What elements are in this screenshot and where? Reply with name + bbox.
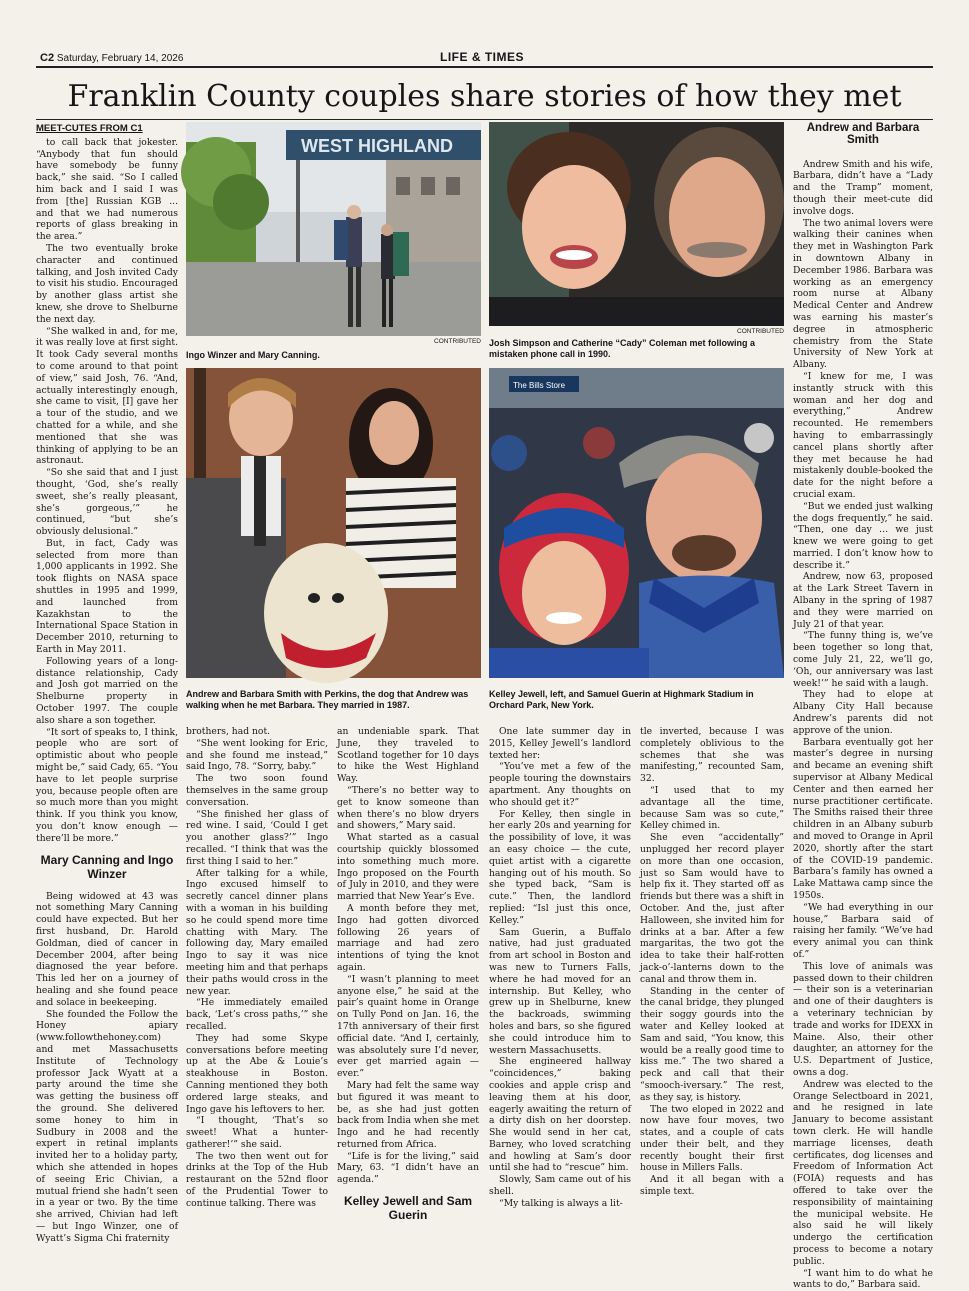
body-paragraph: “There’s no better way to get to know someone than when there’s no blow dryers and showers,” Mary said.: [337, 785, 479, 832]
body-paragraph: “He immediately emailed back, ‘Let’s cross paths,’” she recalled.: [186, 997, 328, 1032]
right-column: [793, 123, 933, 1190]
body-paragraph: Andrew was elected to the Orange Selectboard in 2021, and he resigned in late January to become assistant town clerk. He will handle marriage licenses, death certificates, dog licenses and Freedom of Information Act (FOIA) requests and has offered to take over the responsibility of maintaining the municipal website. He also said he will likely undergo the certification process to become a notary public.: [793, 1079, 933, 1268]
body-paragraph: brothers, had not.: [186, 726, 328, 738]
body-paragraph: to call back that jokester. “Anybody that fun should have somebody be funny back,” she said. “So I called him back and I said I was from [the] Russian KGB ... and that we had numerous reports of glass breaking in the area.”: [36, 137, 178, 243]
photo-smith-perkins: [186, 368, 481, 678]
body-paragraph: “I wasn’t planning to meet anyone else,” he said at the pair’s quaint home in Orange on Tully Pond on Jan. 16, the 17th anniversary of their first official date. “And I, certainly, was absolutely sure I’d never, ever get married again — ever.”: [337, 974, 479, 1080]
page-folio: [40, 52, 183, 64]
body-paragraph: She founded the Follow the Honey apiary (www.followthehoney.com) and met Massachusetts Institute of Technology professor Jack Wyatt at a party around the time she was getting the business off the ground. She delivered some honey to him in Sudbury in 2008 and the expert in retinal implants invited her to a holiday party, which she attended in hopes of seeing Eric Chivian, a mutual friend she hadn’t seen in a year or two. By the time she arrived, Chivian had left — but Ingo Winzer, one of Wyatt’s Sigma Chi fraternity: [36, 1009, 178, 1245]
body-paragraph: What started as a casual courtship quickly blossomed into something much more. Ingo proposed on the Fourth of July in 2010, and they were married that New Year’s Eve.: [337, 832, 479, 903]
headline-rule: [36, 119, 933, 120]
body-paragraph: For Kelley, then single in her early 20s and yearning for the possibility of love, it was an easy choice — the cute, quiet artist with a cigarette hanging out of his mouth. So she typed back, “Sam is cute.” Then, the landlord replied: “Isl just this once, Kelley.”: [489, 809, 631, 927]
body-paragraph: Following years of a long-distance relationship, Cady and Josh got married on the Shelburne property in October 1997. The couple also share a son together.: [36, 656, 178, 727]
body-paragraph: an undeniable spark. That June, they traveled to Scotland together for 10 days to hike the West Highland Way.: [337, 726, 479, 785]
body-paragraph: After talking for a while, Ingo excused himself to secretly cancel dinner plans with a woman in his building so he could spend more time chatting with Mary. The following day, Mary emailed Ingo to say it was nice meeting him and that perhaps their paths would cross in the new year.: [186, 868, 328, 998]
left-column: [36, 123, 178, 1190]
body-paragraph: “I used that to my advantage all the time, because Sam was so cute,” Kelley chimed in.: [640, 785, 784, 832]
issue-date: Saturday, February 14, 2026: [57, 53, 184, 64]
story-column-2: [186, 726, 328, 1190]
body-paragraph: Standing in the center of the canal bridge, they plunged their soggy gourds into the water and Kelley looked at Sam and said, “You know, this would be a really good time to kiss me.” The two shared a peck and call that their “smooch-iversary.” The rest, as they say, is history.: [640, 986, 784, 1104]
body-paragraph: “She walked in and, for me, it was really love at first sight. It took Cady several months to come around to that point of view,” said Josh, 76. “And, actually interestingly enough, she came to visit, [I] gave her a tour of the studio, and we chatted for a while, and she mentioned that she was thinking of applying to be an astronaut.: [36, 326, 178, 468]
body-paragraph: The two animal lovers were walking their canines when they met in Washington Park in downtown Albany in December 1986. Barbara was working as an emergency room nurse at Albany Medical Center and Andrew was earning his master’s degree in atmospheric chemistry from the State University of New York at Albany.: [793, 218, 933, 371]
body-paragraph: Slowly, Sam came out of his shell.: [489, 1174, 631, 1198]
body-paragraph: Andrew Smith and his wife, Barbara, didn’t have a “Lady and the Tramp” moment, though their meet-cute did involve dogs.: [793, 159, 933, 218]
stadium-sign-text: The Bills Store: [513, 381, 566, 390]
caption-smith-perkins: Andrew and Barbara Smith with Perkins, the dog that Andrew was walking when he met Barbara. They married in 1987.: [186, 689, 481, 711]
section-name: LIFE & TIMES: [440, 50, 524, 64]
caption-simpson-coleman: Josh Simpson and Catherine “Cady” Coleman met following a mistaken phone call in 1990.: [489, 338, 784, 360]
body-paragraph: Being widowed at 43 was not something Mary Canning could have expected. But her first husband, Dr. Harold Goldman, died of cancer in December 2004, after being diagnosed the year before. This led her on a journey of healing and she found peace and solace in beekeeping.: [36, 891, 178, 1009]
caption-canning-winzer: Ingo Winzer and Mary Canning.: [186, 350, 481, 361]
body-paragraph: Andrew, now 63, proposed at the Lark Street Tavern in Albany in the spring of 1987 and they were married on July 21 of that year.: [793, 571, 933, 630]
subhead-canning-winzer: Mary Canning and Ingo Winzer: [36, 853, 178, 881]
body-paragraph: The two eloped in 2022 and now have four moves, two states, and a couple of cats under their belt, and they recently bought their first house in Millers Falls.: [640, 1104, 784, 1175]
body-paragraph: The two then went out for drinks at the Top of the Hub restaurant on the 52nd floor of the Prudential Tower to continue talking. There was: [186, 1151, 328, 1210]
continuation-kicker: MEET-CUTES FROM C1: [36, 123, 178, 135]
body-paragraph: She even “accidentally” unplugged her record player on more than one occasion, just so Sam would have to help fix it. They started off as friends but there was a shift in October. And the, just after Halloween, she invited him for drinks at a bar. After a few margaritas, the two got the idea to take their half-rotten jack-o’-lanterns down to the canal and throw them in.: [640, 832, 784, 985]
body-paragraph: “I thought, ‘That’s so sweet! What a hunter-gatherer!’” she said.: [186, 1115, 328, 1150]
photo-credit: CONTRIBUTED: [683, 328, 784, 335]
body-paragraph: “My talking is always a lit-: [489, 1198, 631, 1210]
body-paragraph: “Life is for the living,” said Mary, 63. “I didn’t have an agenda.”: [337, 1151, 479, 1186]
photo-simpson-coleman: [489, 122, 784, 326]
body-paragraph: “She went looking for Eric, and she found me instead,” said Ingo, 78. “Sorry, baby.”: [186, 738, 328, 773]
body-paragraph: But, in fact, Cady was selected from more than 1,000 applicants in 1992. She took flights on NASA space shuttles in 1995 and 1999, and launched from Kazakhstan to the International Space Station in December 2010, returning to Earth in May 2011.: [36, 538, 178, 656]
body-paragraph: She engineered hallway “coincidences,” baking cookies and apple crisp and leaving them at his door, eagerly awaiting the return of a dirty dish on her doorstep. She would send in her cat, Barney, who loved scratching and howling at Sam’s door until she had to “rescue” him.: [489, 1056, 631, 1174]
headline: Franklin County couples share stories of how they met: [36, 80, 933, 114]
body-paragraph: “I want him to do what he wants to do,” Barbara said.: [793, 1268, 933, 1291]
subhead-jewell-guerin: Kelley Jewell and Sam Guerin: [337, 1194, 479, 1222]
body-paragraph: And it all began with a simple text.: [640, 1174, 784, 1198]
body-paragraph: “I knew for me, I was instantly struck with this woman and her dog and everything,” Andrew recounted. He remembers having to embarrassingly cancel plans shortly after they met because he had mistakenly double-booked the date for the night before a crucial exam.: [793, 371, 933, 501]
body-paragraph: The two eventually broke character and continued talking, and Josh invited Cady to visit his studio. Encouraged by another glass artist she knew, she drove to Shelburne the next day.: [36, 243, 178, 326]
body-paragraph: They had some Skype conversations before meeting up at the Abe & Louie’s steakhouse in Boston. Canning mentioned they both ordered large steaks, and Ingo gave his leftovers to her.: [186, 1033, 328, 1116]
body-paragraph: tle inverted, because I was completely oblivious to the schemes that she was manifesting,” recounted Sam, 32.: [640, 726, 784, 785]
body-paragraph: “So she said that and I just thought, ‘God, she’s really sweet, she’s really pleasant, she’s gorgeous,’” he continued, “but she’s obviously delusional.”: [36, 467, 178, 538]
story-column-5: [640, 726, 784, 1190]
subhead-smith: Andrew and Barbara Smith: [793, 123, 933, 147]
body-paragraph: One late summer day in 2015, Kelley Jewell’s landlord texted her:: [489, 726, 631, 761]
body-paragraph: Sam Guerin, a Buffalo native, had just graduated from art school in Boston and was new to Turners Falls, where he had moved for an internship. But Kelley, who grew up in Shelburne, knew the backroads, swimming holes and bars, so she figured she could introduce him to western Massachusetts.: [489, 927, 631, 1057]
story-column-3: [337, 726, 479, 1190]
body-paragraph: A month before they met, Ingo had gotten divorced following 26 years of marriage and had zero intentions of tying the knot again.: [337, 903, 479, 974]
story-column-4: [489, 726, 631, 1190]
body-paragraph: They had to elope at Albany City Hall because Andrew’s parents did not approve of the union.: [793, 689, 933, 736]
body-paragraph: “It sort of speaks to, I think, people who are sort of optimistic about who people might be,” said Cady, 65. “You have to let people surprise you, because people often are so much more than you might think. If you think you know, you don’t know enough — there’ll be more.”: [36, 727, 178, 845]
header-rule: [36, 66, 933, 68]
body-paragraph: “But we ended just walking the dogs frequently,” he said. “Then, one day … we just knew we were going to get married. I don’t know how to describe it.”: [793, 501, 933, 572]
photo-credit: CONTRIBUTED: [380, 338, 481, 345]
body-paragraph: The two soon found themselves in the same group conversation.: [186, 773, 328, 808]
body-paragraph: “You’ve met a few of the people touring the downstairs apartment. Any thoughts on who should get it?”: [489, 761, 631, 808]
body-paragraph: This love of animals was passed down to their children — their son is a veterinarian and one of their daughters is a veterinary technician by trade and works for IDEXX in Maine. Also, their other daughter, an attorney for the U.S. Department of Justice, owns a dog.: [793, 961, 933, 1079]
body-paragraph: Barbara eventually got her master’s degree in nursing and became an evening shift supervisor at Albany Medical Center and then earned her nurse practitioner certificate. The Smiths raised their three children in an Albany suburb and moved to Orange in April 2020, shortly after the start of the COVID-19 pandemic. Barbara’s family has owned a Lake Mattawa camp since the 1950s.: [793, 737, 933, 902]
body-paragraph: “The funny thing is, we’ve been together so long that, come July 21, 22, we’ll go, ‘Oh, our anniversary was last week!’” he said with a laugh.: [793, 630, 933, 689]
body-paragraph: Mary had felt the same way but figured it was meant to be, as she had just gotten back from India when she met Ingo and he had recently returned from Africa.: [337, 1080, 479, 1151]
body-paragraph: “We had everything in our house,” Barbara said of raising her family. “We’ve had every animal you can think of.”: [793, 902, 933, 961]
page-number: C2: [40, 52, 54, 64]
svg-text:WEST HIGHLAND: WEST HIGHLAND: [301, 136, 453, 156]
body-paragraph: “She finished her glass of red wine. I said, ‘Could I get you another glass?’” Ingo recalled. “I think that was the first thing I said to her.”: [186, 809, 328, 868]
photo-jewell-guerin: [489, 368, 784, 678]
caption-jewell-guerin: Kelley Jewell, left, and Samuel Guerin at Highmark Stadium in Orchard Park, New York.: [489, 689, 784, 711]
photo-canning-winzer: [186, 122, 481, 336]
